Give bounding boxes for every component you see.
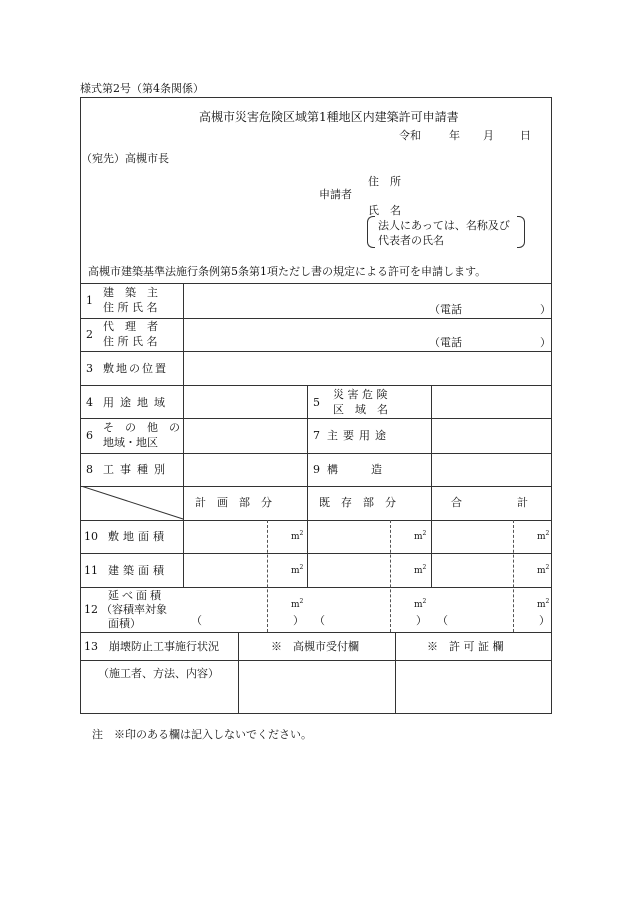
- row2-phone-label: （電話: [429, 336, 462, 349]
- row5-label-line2: 区 域 名: [333, 403, 388, 416]
- row2-number: 2: [86, 328, 93, 341]
- row6-label-line2: 地域・地区: [103, 436, 158, 449]
- row7-number: 7: [313, 429, 320, 442]
- unit-m2: $m^2$: [291, 564, 304, 576]
- form-number-label: 様式第2号（第4条関係）: [80, 82, 204, 95]
- applicant-address-label: 住 所: [368, 175, 401, 188]
- col-planned: 計 画 部 分: [195, 496, 272, 509]
- row1-phone-close: ）: [540, 303, 551, 316]
- row7-label: 主要用途: [327, 429, 391, 442]
- row12-number: 12: [84, 603, 98, 616]
- application-statement: 高槻市建築基準法施行条例第5条第1項ただし書の規定による許可を申請します。: [88, 265, 487, 278]
- corporate-note-line2: 代表者の氏名: [378, 234, 444, 247]
- corporate-note-bracket: [367, 216, 525, 246]
- unit-m2: $m^2$: [537, 530, 550, 542]
- unit-m2: $m^2$: [414, 564, 427, 576]
- form-title: 高槻市災害危険区域第1種地区内建築許可申請書: [199, 110, 459, 124]
- date-year: 年: [449, 129, 460, 142]
- paren-open: （: [437, 614, 448, 627]
- footnote: 注 ※印のある欄は記入しないでください。: [92, 728, 312, 741]
- row10-label: 敷地面積: [108, 530, 168, 543]
- paren-close: ）: [539, 614, 550, 627]
- paren-close: ）: [416, 614, 427, 627]
- col-total: 合 計: [451, 496, 528, 509]
- unit-m2: $m^2$: [537, 564, 550, 576]
- row12-label-line3: 面積）: [108, 617, 141, 630]
- row6-number: 6: [86, 429, 93, 442]
- row1-label-line1: 建 築 主: [103, 286, 158, 299]
- row2-label-line1: 代 理 者: [103, 320, 158, 333]
- row3-label: 敷地の位置: [103, 362, 168, 375]
- row4-label: 用途地域: [103, 396, 171, 409]
- unit-m2: $m^2$: [291, 530, 304, 542]
- row8-number: 8: [86, 463, 93, 476]
- unit-m2: $m^2$: [537, 598, 550, 610]
- row4-number: 4: [86, 396, 93, 409]
- row2-label-line2: 住 所 氏 名: [103, 335, 158, 348]
- date-day: 日: [520, 129, 531, 142]
- row2-phone-close: ）: [540, 336, 551, 349]
- paren-open: （: [191, 614, 202, 627]
- addressee: （宛先）高槻市長: [81, 152, 169, 165]
- paren-close: ）: [293, 614, 304, 627]
- reception-header: ※ 高槻市受付欄: [271, 640, 359, 653]
- row11-label: 建築面積: [108, 564, 168, 577]
- application-form: [80, 97, 552, 714]
- row9-label: 構 造: [327, 463, 382, 476]
- date-era: 令和: [399, 129, 421, 142]
- row8-label: 工事種別: [103, 463, 171, 476]
- row3-number: 3: [86, 362, 93, 375]
- unit-m2: $m^2$: [414, 530, 427, 542]
- row6-label-line1: そ の 他 の: [103, 421, 180, 434]
- col-existing: 既 存 部 分: [319, 496, 396, 509]
- applicant-label: 申請者: [319, 188, 352, 201]
- unit-m2: $m^2$: [414, 598, 427, 610]
- diagonal-slash: [81, 486, 184, 520]
- row1-number: 1: [86, 294, 93, 307]
- unit-m2: $m^2$: [291, 598, 304, 610]
- row13-sub-label: （施工者、方法、内容）: [98, 667, 219, 680]
- row9-number: 9: [313, 463, 320, 476]
- date-month: 月: [483, 129, 494, 142]
- row5-label-line1: 災 害 危 険: [333, 388, 388, 401]
- corporate-note-line1: 法人にあっては、名称及び: [378, 219, 510, 232]
- row12-label-line2: （容積率対象: [101, 603, 167, 616]
- row1-phone-label: （電話: [429, 303, 462, 316]
- row5-number: 5: [313, 396, 320, 409]
- row1-label-line2: 住 所 氏 名: [103, 301, 158, 314]
- row13-label: 13 崩壊防止工事施行状況: [84, 640, 219, 653]
- row11-number: 11: [84, 564, 98, 577]
- applicant-name-label: 氏 名: [368, 204, 401, 217]
- paren-open: （: [314, 614, 325, 627]
- row12-label-line1: 延べ面積: [108, 589, 164, 602]
- row10-number: 10: [84, 530, 98, 543]
- permit-header: ※ 許 可 証 欄: [427, 640, 504, 653]
